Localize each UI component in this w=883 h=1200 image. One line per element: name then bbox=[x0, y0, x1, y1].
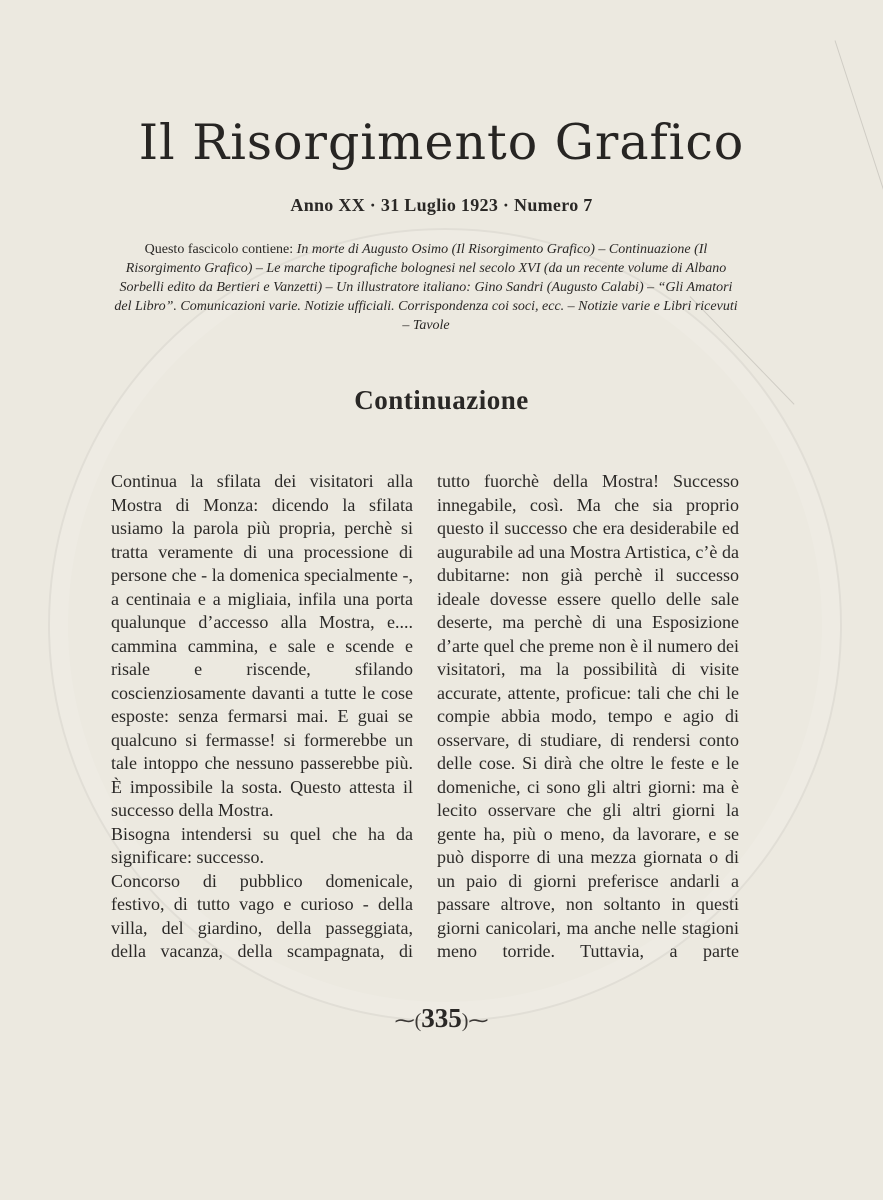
paragraph: Bisogna intendersi su quel che ha da significare: successo. bbox=[111, 823, 413, 867]
body-column-left bbox=[111, 470, 413, 964]
masthead-title: Il Risorgimento Grafico bbox=[138, 114, 745, 171]
section-title: Continuazione bbox=[354, 385, 529, 415]
page-number-value: 335 bbox=[421, 1003, 462, 1033]
issue-line: Anno XX · 31 Luglio 1923 · Numero 7 bbox=[290, 195, 593, 215]
contents-lead: Questo fascicolo contiene: bbox=[144, 242, 297, 257]
table-of-contents bbox=[112, 240, 740, 335]
paragraph: tutto fuorchè della Mostra! Successo innegabile, così. Ma che sia proprio questo il successo che era desiderabile ed augurabile ad una Mostra Artistica, c’è da dubitarne: non già perchè il successo ideale dovesse essere quello delle sale deserte, ma perchè di una Esposizione d’arte quel che preme non è il numero dei visitatori, ma la possibilità di visite accurate, attente, proficue: tali che chi le compie abbia modo, tempo e agio di osservare, di studiare, di rendersi conto delle cose. Si dirà che oltre le feste e le domeniche, ci sono gli altri giorni: ma è lecito osservare che gli altri giorni la gente ha, più o meno, da lavorare, e se può disporre di una mezza giornata o di un paio di giorni preferisce andarli a passare altrove, non soltanto in questi giorni canicolari, ma anche nelle stagioni meno torride. Tuttavia, a parte bbox=[437, 471, 739, 961]
folio-ornament-right: )⁓ bbox=[461, 1010, 489, 1032]
paper-crease-line bbox=[835, 40, 883, 326]
paragraph: Concorso di pubblico domenicale, festivo, di tutto vago e curioso - della villa, del giardino, della passeggiata, della vacanza, della scampagnata, di bbox=[111, 870, 413, 961]
page-number bbox=[0, 1003, 883, 1034]
contents-items: In morte di Augusto Osimo (Il Risorgimento Grafico) – Continuazione (Il Risorgimento Grafico) – Le marche tipografiche bolognesi nel secolo XVI (da un recente volume di Albano Sorbelli edito da Bertieri e Vanzetti) – Un illustratore italiano: Gino Sandri (Augusto Calabi) – “Gli Amatori del Libro”. Comunicazioni varie. Notizie ufficiali. Corrispondenza coi soci, ecc. – Notizie varie e Libri ricevuti – Tavole bbox=[114, 242, 738, 333]
paragraph: Continua la sfilata dei visitatori alla Mostra di Monza: dicendo la sfilata usiamo la parola più propria, perchè si tratta veramente di una processione di persone che - la domenica specialmente -, a centinaia e a migliaia, infila una porta qualunque d’accesso alla Mostra, e.... cammina cammina, e sale e scende e risale e riscende, sfilando coscienziosamente davanti a tutte le cose esposte: senza fermarsi mai. E guai se qualcuno si fermasse! si formerebbe un tale intoppo che nessuno passerebbe più. È impossibile la sosta. Questo attesta il successo della Mostra. bbox=[111, 471, 413, 820]
body-column-right bbox=[437, 470, 739, 964]
folio-ornament-left: ⁓( bbox=[394, 1010, 422, 1032]
